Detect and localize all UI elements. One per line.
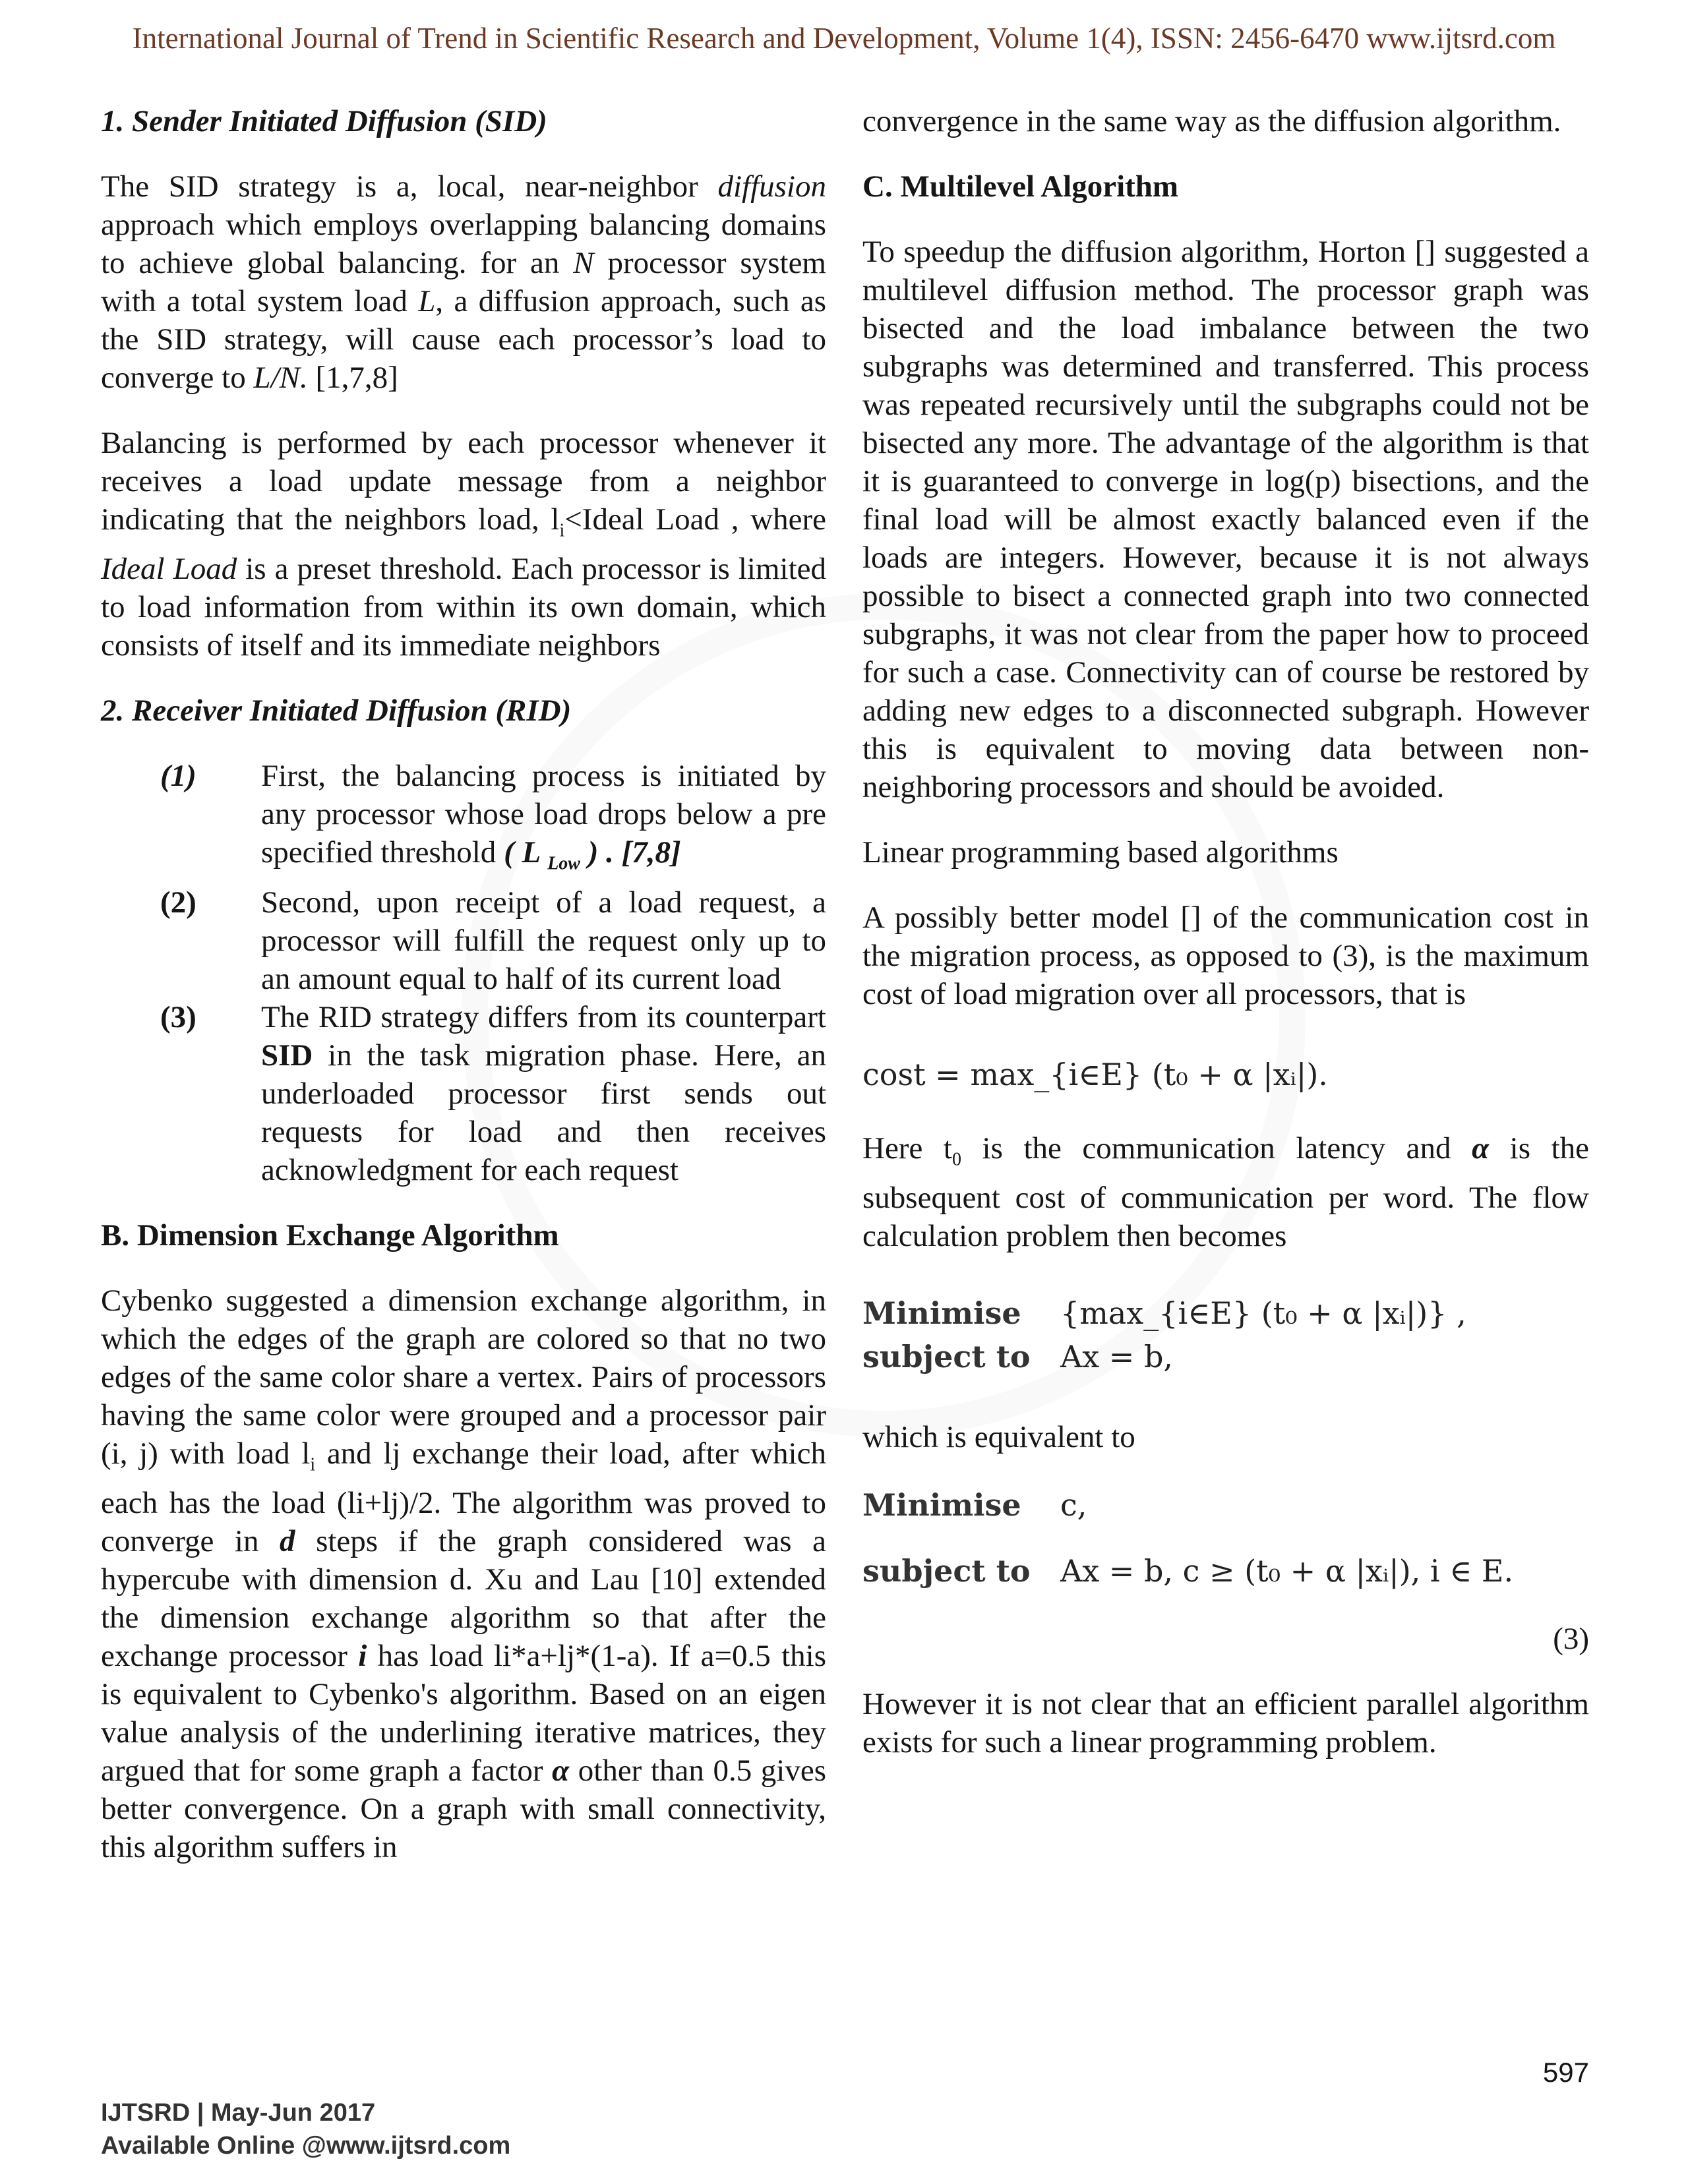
formula-label: subject to	[862, 1339, 1031, 1375]
list-item-text: The RID strategy differs from its counterpart SID in the task migration phase. Here, an underloaded processor first sends out requests for load and then receives acknowledgment for each request	[261, 999, 826, 1187]
list-number: (1)	[160, 759, 196, 794]
formula-label: Minimise	[862, 1295, 1021, 1332]
formula-label: Minimise	[862, 1487, 1021, 1523]
formula-label: subject to	[862, 1553, 1031, 1589]
paragraph-linear-programming: A possibly better model [] of the communication cost in the migration process, as opposed to (3), is the maximum cost of load migration over all processors, that is	[862, 900, 1589, 1011]
running-header: International Journal of Trend in Scientific Research and Development, Volume 1(4), ISSN: 2456-6470 www.ijtsrd.com	[132, 22, 1556, 55]
list-item-text: First, the balancing process is initiated by any processor whose load drops below a pre specified threshold ( L $_{Low}$ ) . [7,8]	[261, 759, 826, 874]
equation-number: (3)	[1553, 1622, 1589, 1657]
list-item	[101, 883, 826, 998]
list-number: (2)	[160, 885, 196, 920]
section-heading-multilevel: C. Multilevel Algorithm	[862, 169, 1179, 204]
section-heading-dimension-exchange: B. Dimension Exchange Algorithm	[101, 1218, 559, 1253]
paragraph-continuation: convergence in the same way as the diffusion algorithm.	[862, 104, 1561, 138]
rid-steps-list	[101, 757, 826, 1189]
list-number: (3)	[160, 999, 196, 1034]
formula-row	[862, 1335, 1589, 1378]
formula-row	[862, 1549, 1589, 1593]
paragraph-sid-balancing: Balancing is performed by each processor whenever it receives a load update message from a neighbor indicating that the neighbors load, $l_i<Ideal$ Load , where Ideal Load is a preset threshold. Each processor is limited to load information from within its own domain, which consists of itself and its immediate neighbors	[101, 426, 826, 663]
optimization-problem-1	[862, 1291, 1589, 1378]
paragraph-latency: Here $t_0$ is the communication latency and α is the subsequent cost of communication per word. The flow calculation problem then becomes	[862, 1131, 1590, 1254]
paragraph-dimension-exchange: Cybenko suggested a dimension exchange algorithm, in which the edges of the graph are colored so that no two edges of the same color share a vertex. Pairs of processors having the same color were grouped and a processor pair (i, j) with load $l_i$ and lj exchange their load, after which each has the load (li+lj)/2. The algorithm was proved to converge in d steps if the graph considered was a hypercube with dimension d. Xu and Lau [10] extended the dimension exchange algorithm so that after the exchange processor i has load li*a+lj*(1-a). If a=0.5 this is equivalent to Cybenko's algorithm. Based on an eigen value analysis of the underlining iterative matrices, they argued that for some graph a factor α other than 0.5 gives better convergence. On a graph with small connectivity, this algorithm suffers in	[101, 1283, 827, 1865]
section-heading-rid: 2. Receiver Initiated Diffusion (RID)	[101, 694, 572, 728]
list-item-text: Second, upon receipt of a load request, a processor will fulfill the request only up to an amount equal to half of its current load	[261, 885, 826, 996]
paragraph-however: However it is not clear that an efficient parallel algorithm exists for such a linear programming problem.	[862, 1687, 1589, 1760]
section-heading-linear-programming: Linear programming based algorithms	[862, 835, 1339, 870]
formula-expression: {max_{i∈E} (t₀ + α |xᵢ|)} ,	[1060, 1295, 1466, 1332]
formula-expression: Ax = b, c ≥ (t₀ + α |xᵢ|), i ∈ E.	[1060, 1553, 1514, 1589]
footer-website: Available Online @www.ijtsrd.com	[101, 2132, 511, 2160]
left-column	[101, 102, 826, 1893]
list-item	[101, 757, 826, 883]
section-heading-sid: 1. Sender Initiated Diffusion (SID)	[101, 104, 547, 138]
paragraph-sid-intro: The SID strategy is a, local, near-neighbor diffusion approach which employs overlapping balancing domains to achieve global balancing. for an N processor system with a total system load L, a diffusion approach, such as the SID strategy, will cause each processor’s load to converge to L/N. [1,7,8]	[101, 169, 826, 395]
right-column	[862, 102, 1589, 1788]
paragraph-equivalent: which is equivalent to	[862, 1420, 1135, 1455]
formula-row	[862, 1483, 1589, 1527]
paragraph-multilevel: To speedup the diffusion algorithm, Horton [] suggested a multilevel diffusion method. The processor graph was bisected and the load imbalance between the two subgraphs was determined and transferred. This process was repeated recursively until the subgraphs could not be bisected any more. The advantage of the algorithm is that it is guaranteed to converge in log(p) bisections, and the final load will be almost exactly balanced even if the loads are integers. However, because it is not always possible to bisect a connected graph into two connected subgraphs, it was not clear from the paper how to proceed for such a case. Connectivity can of course be restored by adding new edges to a disconnected subgraph. However this is equivalent to moving data between non-neighboring processors and should be avoided.	[862, 235, 1589, 804]
page-footer	[101, 2096, 510, 2162]
list-item	[101, 998, 826, 1189]
page-number: 597	[1542, 2057, 1589, 2088]
footer-journal-issue: IJTSRD | May-Jun 2017	[101, 2099, 376, 2127]
formula-expression: Ax = b,	[1060, 1339, 1174, 1375]
cost-formula: cost = max_{i∈E} (t₀ + α |xᵢ|).	[862, 1057, 1328, 1092]
optimization-problem-2	[862, 1483, 1589, 1593]
formula-expression: c,	[1060, 1487, 1087, 1523]
formula-row	[862, 1291, 1589, 1335]
